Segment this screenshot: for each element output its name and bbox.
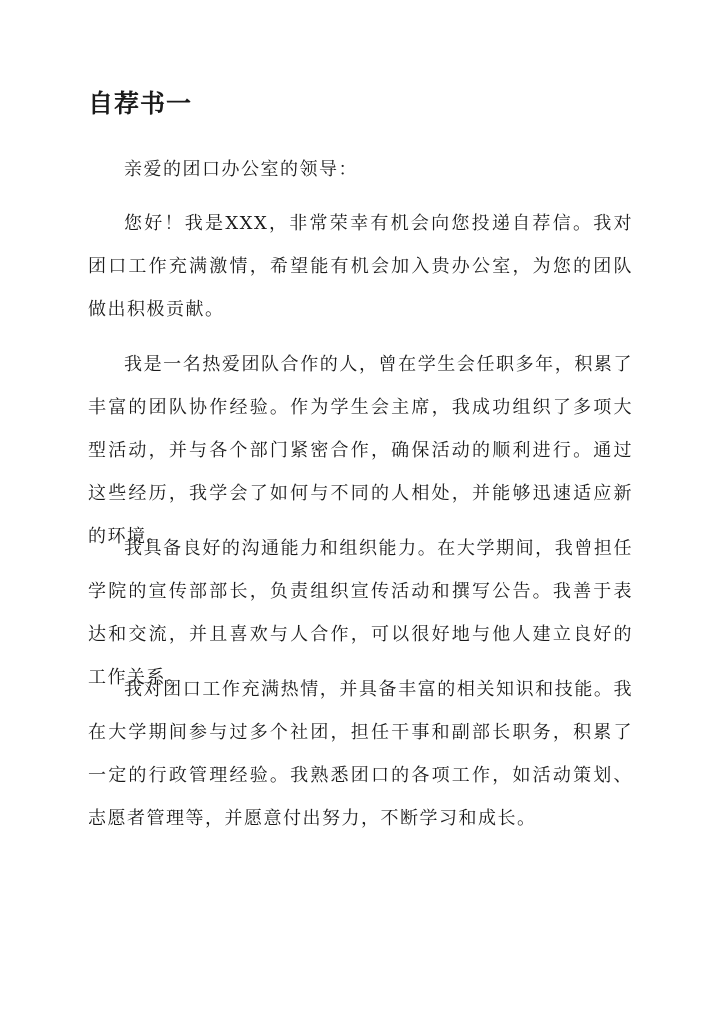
document-title: 自荐书一 bbox=[88, 89, 193, 118]
paragraph-communication: 我具备良好的沟通能力和组织能力。在大学期间，我曾担任学院的宣传部部长，负责组织宣传活动和撰写公告。我善于表达和交流，并且喜欢与人合作，可以很好地与他人建立良好的工作关系。 bbox=[88, 538, 633, 688]
salutation: 亲爱的团口办公室的领导： bbox=[124, 159, 358, 180]
paragraph-teamwork: 我是一名热爱团队合作的人，曾在学生会任职多年，积累了丰富的团队协作经验。作为学生会主席，我成功组织了多项大型活动，并与各个部门紧密合作，确保活动的顺利进行。通过这些经历，我学会了如何与不同的人相处，并能够迅速适应新的环境。 bbox=[88, 354, 633, 547]
paragraph-greeting: 您好！我是XXX，非常荣幸有机会向您投递自荐信。我对团口工作充满激情，希望能有机会加入贵办公室，为您的团队做出积极贡献。 bbox=[88, 213, 633, 320]
paragraph-passion: 我对团口工作充满热情，并具备丰富的相关知识和技能。我在大学期间参与过多个社团，担任干事和副部长职务，积累了一定的行政管理经验。我熟悉团口的各项工作，如活动策划、志愿者管理等，并愿意付出努力，不断学习和成长。 bbox=[88, 679, 633, 829]
